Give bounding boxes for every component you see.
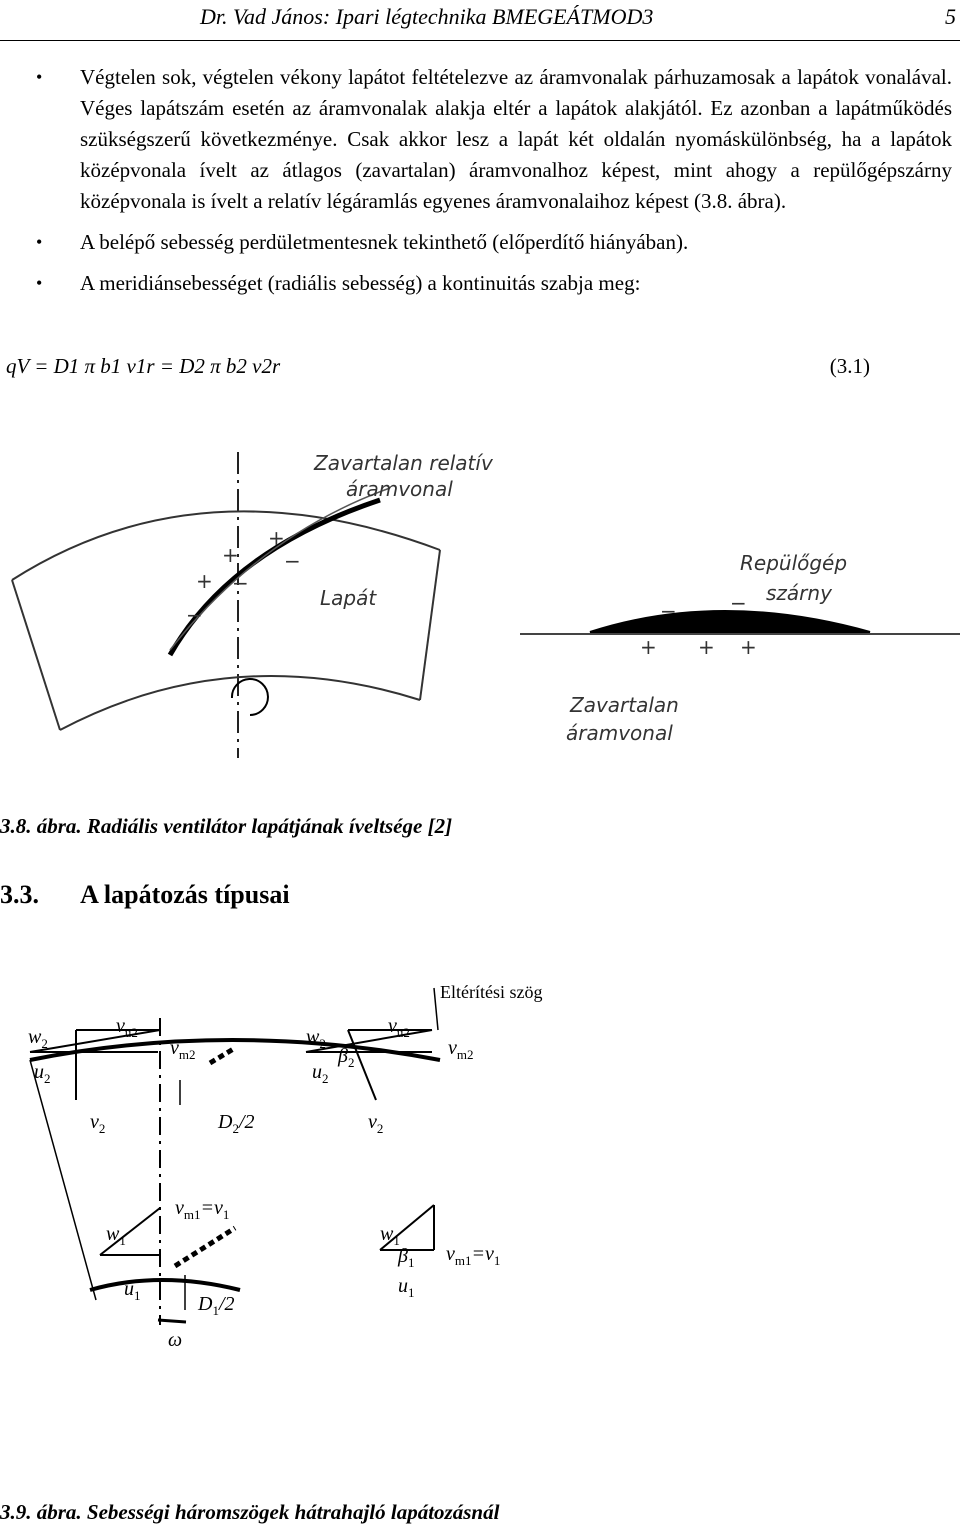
section-number: 3.3. xyxy=(0,880,39,909)
svg-text:w2: $w_2$ xyxy=(306,1026,326,1051)
plus-sign: + xyxy=(222,543,239,567)
section-title: A lapátozás típusai xyxy=(80,880,290,909)
figure-caption-3-9: 3.9. ábra. Sebességi háromszögek hátrahajló lapátozásnál xyxy=(0,1500,500,1524)
header-rule xyxy=(0,40,960,41)
page-number: 5 xyxy=(945,4,956,29)
label-undisturbed-streamline-2: áramvonal xyxy=(566,721,673,745)
equation-formula: qV = D1 π b1 v1r = D2 π b2 v2r xyxy=(6,354,281,378)
bullet-item: • A belépő sebesség perdületmentesnek tekinthető (előperdítő hiányában). xyxy=(0,227,960,258)
bullet-list xyxy=(0,62,960,309)
equation-number: (3.1) xyxy=(829,354,870,378)
minus-sign: − xyxy=(232,571,249,595)
svg-text:u1: $u_1$ xyxy=(398,1275,415,1300)
section-heading xyxy=(0,880,290,910)
label-relative-streamline: Zavartalan relatív xyxy=(314,451,493,475)
svg-text:vm2: $v_{m2}$ xyxy=(170,1037,196,1062)
svg-text:w2: $w_2$ xyxy=(28,1026,48,1051)
label-blade: Lapát xyxy=(320,586,377,610)
svg-text:u2: $u_2$ xyxy=(34,1061,51,1086)
inner-circle-arc xyxy=(90,1280,240,1290)
svg-text:vm2: $v_{m2}$ xyxy=(448,1037,474,1062)
svg-text:u1: $u_1$ xyxy=(124,1278,141,1303)
blade-dashed xyxy=(175,1048,235,1266)
label-wing-2: szárny xyxy=(766,581,832,605)
figure-velocity-triangles xyxy=(0,970,960,1370)
minus-sign: − xyxy=(730,591,747,615)
label-deflection-angle: Eltérítési szög xyxy=(440,982,543,1002)
svg-text:v2: $v_2$ xyxy=(368,1111,384,1136)
rotation-arrow xyxy=(232,679,268,715)
svg-text:u2: $u_2$ xyxy=(312,1061,329,1086)
minus-sign: − xyxy=(186,603,203,627)
equation-3-1 xyxy=(0,354,960,384)
minus-sign: − xyxy=(284,549,301,573)
svg-text:w1: $w_1$ xyxy=(106,1223,126,1248)
inner-arc xyxy=(60,676,420,730)
svg-text:D2/2: $D_2/2$ xyxy=(218,1111,255,1136)
svg-text:β1: $\beta_1$ xyxy=(398,1245,415,1270)
label-wing: Repülőgép xyxy=(740,551,848,575)
figure-blade-curvature xyxy=(0,440,960,800)
plus-sign: + xyxy=(640,635,657,659)
plus-sign: + xyxy=(268,526,285,550)
svg-text:vu2: $v_{u2}$ xyxy=(116,1015,138,1040)
outer-circle-arc xyxy=(30,1040,440,1060)
header-title: Dr. Vad János: Ipari légtechnika BMEGEÁTMOD3 xyxy=(200,4,654,29)
figure-caption-3-8: 3.8. ábra. Radiális ventilátor lapátjának íveltsége [2] xyxy=(0,814,453,838)
svg-text:β2: $\beta_2$ xyxy=(338,1045,355,1070)
bullet-item: • A meridiánsebességet (radiális sebesség) a kontinuitás szabja meg: xyxy=(0,268,960,299)
page-header xyxy=(200,4,960,34)
minus-sign: − xyxy=(660,599,677,623)
svg-text:vm1=v1: $v_{m1}=v_1$ xyxy=(175,1197,230,1222)
plus-sign: + xyxy=(740,635,757,659)
label-undisturbed-streamline: Zavartalan xyxy=(570,693,679,717)
plus-sign: + xyxy=(698,635,715,659)
svg-text:v2: $v_2$ xyxy=(90,1111,106,1136)
svg-text:vm1=v1: $v_{m1}=v_1$ xyxy=(446,1243,501,1268)
svg-text:D1/2: $D_1/2$ xyxy=(198,1293,235,1318)
label-relative-streamline-2: áramvonal xyxy=(346,477,453,501)
omega-arrow xyxy=(158,1320,186,1322)
svg-text:w1: $w_1$ xyxy=(380,1223,400,1248)
bullet-item: • Végtelen sok, végtelen vékony lapátot feltételezve az áramvonalak párhuzamosak a lapátok vonalával. Véges lapátszám esetén az áramvonalak alakja eltér a lapátok alakjától. Ez azonban a lapátműködés szükségszerű következménye. Csak akkor lesz a lapát két oldalán nyomáskülönbség, ha a lapátok középvonala ívelt az átlagos (zavartalan) áramvonalhoz képest, mint ahogy a repülőgépszárny középvonala is ívelt a relatív légáramlás egyenes áramvonalaihoz képest (3.8. ábra). xyxy=(0,62,960,217)
svg-text:vu2: $v_{u2}$ xyxy=(388,1015,410,1040)
omega-label: ω xyxy=(168,1329,183,1351)
plus-sign: + xyxy=(196,569,213,593)
